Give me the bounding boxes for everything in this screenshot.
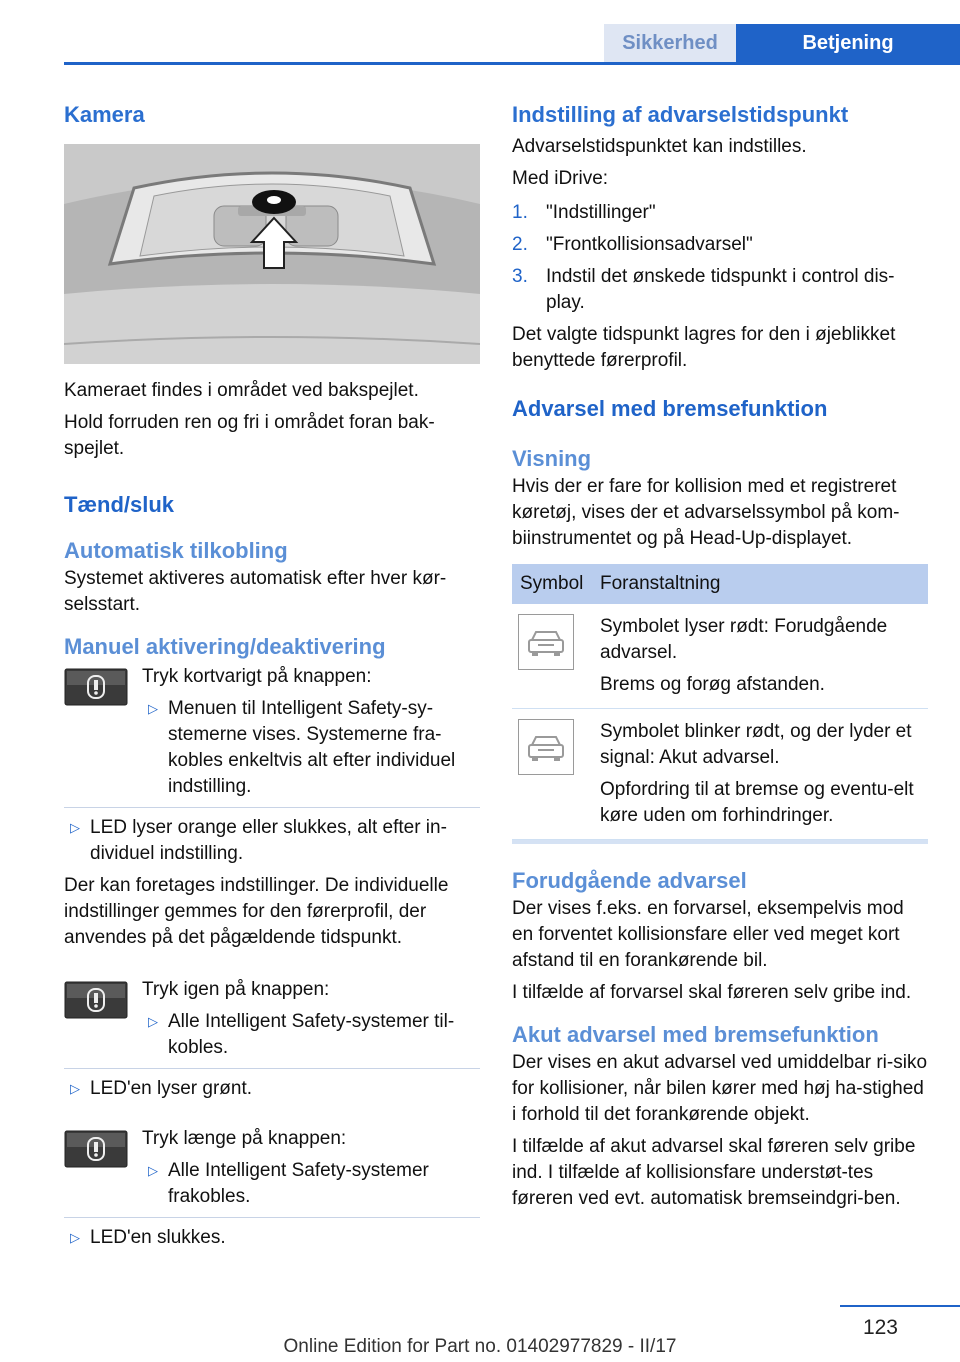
forudgaaende-text-1: Der vises f.eks. en forvarsel, eksempelvis mod en forventet kollisionsfare eller ved meget kort afstand til en forankørende bil. xyxy=(512,898,904,971)
col-symbol-header: Symbol xyxy=(512,564,592,604)
tab-betjening[interactable]: Betjening xyxy=(736,24,960,62)
table-end-rule xyxy=(512,840,928,844)
action-line-1: Symbolet blinker rødt, og der lyder et signal: Akut advarsel. xyxy=(600,721,912,768)
bremsefunktion-heading: Advarsel med bremsefunktion xyxy=(512,396,828,421)
triangle-bullet-icon: ▷ xyxy=(148,701,158,716)
akut-text-1: Der vises en akut advarsel ved umiddelbar ri-siko for kollisioner, når bilen kører med høj ha-stighed i forhold til det forankørende objekt. xyxy=(512,1052,928,1125)
indstilling-text-1: Advarselstidspunktet kan indstilles. xyxy=(512,136,807,157)
right-column xyxy=(512,100,928,1212)
automatisk-text: Systemet aktiveres automatisk efter hver kør-selsstart. xyxy=(64,568,447,615)
button-block-1 xyxy=(64,664,480,800)
btn3-led-text: LED'en slukkes. xyxy=(90,1227,226,1248)
col-action-header: Foranstaltning xyxy=(592,564,928,604)
btn1-led-item xyxy=(64,815,480,867)
action-line-2: Opfordring til at bremse og eventu-elt køre uden om forhindringer. xyxy=(600,779,914,826)
btn1-led-text: LED lyser orange eller slukkes, alt efter in-dividuel indstilling. xyxy=(90,817,447,864)
indstilling-text-2: Med iDrive: xyxy=(512,168,609,189)
car-warning-icon xyxy=(518,614,574,670)
car-warning-icon xyxy=(518,719,574,775)
akut-text-2: I tilfælde af akut advarsel skal føreren selv gribe ind. I tilfælde af kollisionsfare understøt-tes føreren ved evt. automatisk bremseindgri-ben. xyxy=(512,1136,916,1209)
header-rule xyxy=(64,62,960,65)
footer-rule xyxy=(840,1305,960,1307)
visning-text: Hvis der er fare for kollision med et registreret køretøj, vises der et advarselssymbol på kom-biinstrumentet og på Head-Up-displayet. xyxy=(512,476,900,549)
btn2-list-item xyxy=(142,1009,480,1061)
safety-button-icon xyxy=(64,668,128,706)
edition-footer: Online Edition for Part no. 01402977829 - II/17 xyxy=(283,1336,677,1357)
steps-list xyxy=(512,200,928,316)
table-row xyxy=(512,604,928,709)
kamera-heading: Kamera xyxy=(64,102,145,127)
btn2-instruction: Tryk igen på knappen: xyxy=(142,979,330,1000)
triangle-bullet-icon: ▷ xyxy=(70,820,80,835)
triangle-bullet-icon: ▷ xyxy=(148,1014,158,1029)
akut-heading: Akut advarsel med bremsefunktion xyxy=(512,1022,879,1047)
btn2-led-text: LED'en lyser grønt. xyxy=(90,1078,253,1099)
btn1-instruction: Tryk kortvarigt på knappen: xyxy=(142,666,372,687)
safety-button-icon xyxy=(64,981,128,1019)
triangle-bullet-icon: ▷ xyxy=(70,1230,80,1245)
visning-heading: Visning xyxy=(512,446,592,471)
btn3-item-text: Alle Intelligent Safety-systemer frakobles. xyxy=(168,1160,429,1207)
forudgaaende-heading: Forudgående advarsel xyxy=(512,868,747,893)
action-line-1: Symbolet lyser rødt: Forudgående advarsel. xyxy=(600,616,888,663)
symbol-cell xyxy=(512,604,592,709)
table-row xyxy=(512,709,928,840)
symbol-cell xyxy=(512,709,592,840)
step-item xyxy=(512,232,928,258)
btn1-item-text: Menuen til Intelligent Safety-sy-stemerne vises. Systemerne fra-kobles enkeltvis alt efter individuel indstilling. xyxy=(168,698,456,797)
divider xyxy=(64,1217,480,1218)
btn2-item-text: Alle Intelligent Safety-systemer til-kobles. xyxy=(168,1011,455,1058)
btn1-list-item xyxy=(142,696,480,800)
indstillinger-text: Der kan foretages indstillinger. De individuelle indstillinger gemmes for den førerprofil, der anvendes på det pågældende tidspunkt. xyxy=(64,875,449,948)
kamera-text-1: Kameraet findes i området ved bakspejlet. xyxy=(64,380,419,401)
page-number: 123 xyxy=(862,1316,898,1339)
step-item xyxy=(512,200,928,226)
taend-sluk-heading: Tænd/sluk xyxy=(64,492,175,517)
step-text: Indstil det ønskede tidspunkt i control dis-play. xyxy=(546,266,895,313)
action-cell xyxy=(592,709,928,840)
button-block-2 xyxy=(64,977,480,1061)
left-column xyxy=(64,100,480,1251)
manuel-heading: Manuel aktivering/deaktivering xyxy=(64,634,386,659)
action-cell xyxy=(592,604,928,709)
indstilling-text-3: Det valgte tidspunkt lagres for den i øjeblikket benyttede førerprofil. xyxy=(512,324,896,371)
tab-sikkerhed[interactable]: Sikkerhed xyxy=(604,24,736,62)
btn2-led-item xyxy=(64,1076,480,1102)
indstilling-heading: Indstilling af advarselstidspunkt xyxy=(512,102,849,127)
step-number: 1. xyxy=(512,202,528,223)
rear-window-camera-photo xyxy=(64,144,480,364)
btn3-led-item xyxy=(64,1225,480,1251)
step-item xyxy=(512,264,928,316)
step-text: "Frontkollisionsadvarsel" xyxy=(546,234,753,255)
symbol-table xyxy=(512,564,928,840)
automatisk-heading: Automatisk tilkobling xyxy=(64,538,288,563)
triangle-bullet-icon: ▷ xyxy=(70,1081,80,1096)
divider xyxy=(64,1068,480,1069)
triangle-bullet-icon: ▷ xyxy=(148,1163,158,1178)
action-line-2: Brems og forøg afstanden. xyxy=(600,674,825,695)
step-number: 2. xyxy=(512,234,528,255)
divider xyxy=(64,807,480,808)
header-tabs xyxy=(604,24,960,62)
btn3-list-item xyxy=(142,1158,480,1210)
step-number: 3. xyxy=(512,266,528,287)
button-block-3 xyxy=(64,1126,480,1210)
kamera-text-2: Hold forruden ren og fri i området foran bak-spejlet. xyxy=(64,412,435,459)
forudgaaende-text-2: I tilfælde af forvarsel skal føreren selv gribe ind. xyxy=(512,982,912,1003)
step-text: "Indstillinger" xyxy=(546,202,656,223)
btn3-instruction: Tryk længe på knappen: xyxy=(142,1128,347,1149)
safety-button-icon xyxy=(64,1130,128,1168)
